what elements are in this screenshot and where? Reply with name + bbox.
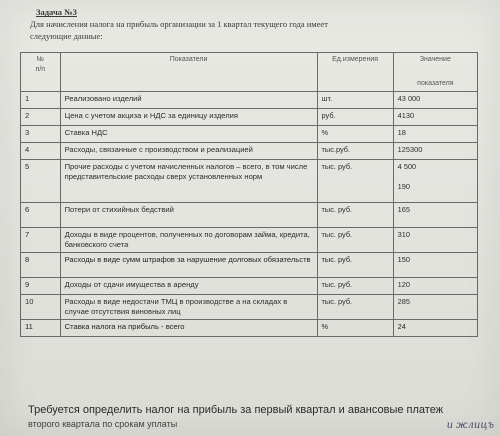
row-unit: руб. [317,109,393,126]
task-description-line-2: следующие данные: [30,31,103,41]
data-table [20,52,478,337]
table-row [21,92,478,109]
column-header-num-line-1: № [36,56,45,63]
table-row [21,203,478,228]
row-unit: тыс. руб. [317,203,393,228]
row-indicator: Расходы в виде сумм штрафов за нарушение долговых обязательств [60,253,317,278]
row-value: 165 [393,203,477,228]
row-unit: тыс. руб. [317,160,393,203]
table-row [21,278,478,295]
row-indicator: Ставка НДС [60,126,317,143]
row-value: 125300 [393,143,477,160]
column-header-value [393,53,477,92]
task-header [28,6,488,42]
row-unit: тыс. руб. [317,253,393,278]
row-unit: шт. [317,92,393,109]
table-row [21,160,478,203]
row-number: 10 [21,295,61,320]
column-header-value-line-2: показателя [417,80,454,87]
row-number: 7 [21,228,61,253]
table-row [21,295,478,320]
row-number: 5 [21,160,61,203]
column-header-unit: Ед.измерения [317,53,393,92]
row-value: 24 [393,320,477,337]
row-indicator: Расходы в виде недостачи ТМЦ в производстве а на складах в случае отсутствия виновных лиц [60,295,317,320]
row-value-total: 4 500 [397,162,417,171]
table-row [21,253,478,278]
row-indicator: Потери от стихийных бедствий [60,203,317,228]
column-header-num [21,53,61,92]
column-header-num-line-2: п/п [35,66,46,73]
row-number: 11 [21,320,61,337]
row-number: 3 [21,126,61,143]
row-value: 120 [393,278,477,295]
row-indicator: Доходы в виде процентов, полученных по договорам займа, кредита, банковского счета [60,228,317,253]
row-number: 6 [21,203,61,228]
row-number: 8 [21,253,61,278]
column-header-name: Показатели [60,53,317,92]
table-header-row [21,53,478,92]
table-row [21,109,478,126]
row-number: 1 [21,92,61,109]
task-question-line-2: второго квартала по срокам уплаты [28,419,178,429]
task-question-line-1: Требуется определить налог на прибыль за первый квартал и авансовые платеж [28,404,444,416]
table-row [21,228,478,253]
row-unit: тыс. руб. [317,278,393,295]
row-value: 285 [393,295,477,320]
row-indicator: Прочие расходы с учетом начисленных налогов – всего, в том числе представительские расходы сверх установленных норм [60,160,317,203]
table-row [21,126,478,143]
row-value [393,160,477,203]
row-unit: тыс.руб. [317,143,393,160]
row-number: 2 [21,109,61,126]
row-unit: % [317,320,393,337]
row-value: 18 [393,126,477,143]
row-unit: % [317,126,393,143]
row-indicator: Цена с учетом акциза и НДС за единицу изделия [60,109,317,126]
row-value: 43 000 [393,92,477,109]
row-value: 150 [393,253,477,278]
row-indicator: Реализовано изделий [60,92,317,109]
row-value-included: 190 [397,182,411,191]
table-row [21,143,478,160]
row-number: 9 [21,278,61,295]
row-unit: тыс. руб. [317,228,393,253]
table-row [21,320,478,337]
task-title: Задача №3 [36,7,77,17]
task-description-line-1: Для начисления налога на прибыль организации за 1 квартал текущего года имеет [30,19,328,29]
row-unit: тыс. руб. [317,295,393,320]
task-question [28,403,500,431]
row-indicator: Ставка налога на прибыль - всего [60,320,317,337]
handwritten-note: и жлицъ [446,420,494,431]
row-number: 4 [21,143,61,160]
row-value: 4130 [393,109,477,126]
column-header-value-line-1: Значение [419,56,451,63]
row-indicator: Доходы от сдачи имущества в аренду [60,278,317,295]
row-indicator: Расходы, связанные с производством и реализацией [60,143,317,160]
row-value: 310 [393,228,477,253]
